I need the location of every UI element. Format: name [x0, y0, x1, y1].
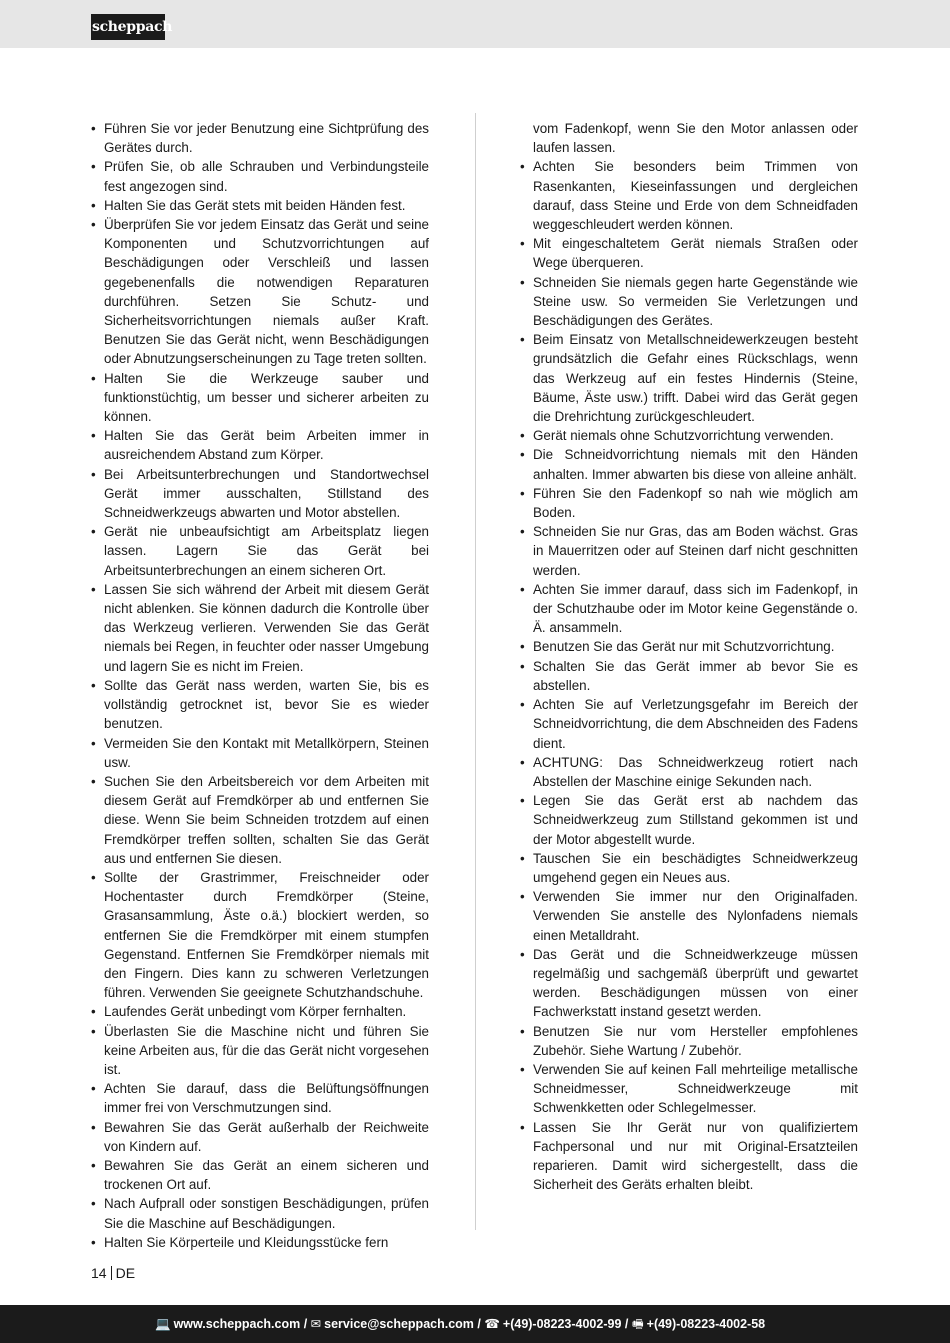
- list-item: • Bewahren Sie das Gerät außerhalb der Reichweite von Kindern auf.: [91, 1118, 429, 1156]
- footer-separator: /: [621, 1317, 632, 1331]
- list-item: • Bewahren Sie das Gerät an einem sicheren und trockenen Ort auf.: [91, 1156, 429, 1194]
- list-item: • Halten Sie das Gerät stets mit beiden Händen fest.: [91, 196, 429, 215]
- page-language: DE: [115, 1265, 136, 1281]
- brand-logo: scheppach: [91, 14, 165, 40]
- list-item: • Die Schneidvorrichtung niemals mit den Händen anhalten. Immer abwarten bis diese von alleine anhält.: [520, 445, 858, 483]
- left-column: [91, 119, 429, 1252]
- page-number-value: 14: [91, 1265, 107, 1281]
- footer-email[interactable]: service@scheppach.com: [324, 1317, 474, 1331]
- list-item: • Laufendes Gerät unbedingt vom Körper fernhalten.: [91, 1002, 429, 1021]
- header-bar: [0, 0, 950, 48]
- computer-icon: 💻: [155, 1317, 171, 1331]
- footer-website[interactable]: www.scheppach.com: [173, 1317, 301, 1331]
- fax-icon: 🖷: [631, 1317, 644, 1331]
- footer-separator: /: [300, 1317, 311, 1331]
- list-item: • Lassen Sie Ihr Gerät nur von qualifiziertem Fachpersonal und nur mit Original-Ersatzteilen reparieren. Damit wird sichergestellt, dass die Sicherheit des Geräts erhalten bleibt.: [520, 1118, 858, 1195]
- page-separator: [111, 1266, 112, 1280]
- list-item: • Suchen Sie den Arbeitsbereich vor dem Arbeiten mit diesem Gerät auf Fremdkörper ab und entfernen Sie diese. Wenn Sie beim Schneiden trotzdem auf einen Fremdkörper treffen sollten, schalten Sie das Gerät aus und entfernen Sie diesen.: [91, 772, 429, 868]
- list-item-continuation: vom Fadenkopf, wenn Sie den Motor anlassen oder laufen lassen.: [533, 121, 858, 156]
- list-item: • Überprüfen Sie vor jedem Einsatz das Gerät und seine Komponenten und Schutzvorrichtungen auf Beschädigungen oder Verschleiß und lassen gegebenenfalls die notwendigen Reparaturen durchführen. Setzen Sie Schutz- und Sicherheitsvorrichtungen niemals außer Kraft. Benutzen Sie das Gerät nicht, wenn Beschädigungen oder Abnutzungserscheinungen zu Tage treten sollten.: [91, 215, 429, 369]
- list-item: • Nach Aufprall oder sonstigen Beschädigungen, prüfen Sie die Maschine auf Beschädigungen.: [91, 1194, 429, 1232]
- list-item: • Halten Sie Körperteile und Kleidungsstücke fern: [91, 1233, 429, 1252]
- list-item: • Tauschen Sie ein beschädigtes Schneidwerkzeug umgehend gegen ein Neues aus.: [520, 849, 858, 887]
- safety-list-left: [91, 119, 429, 1252]
- list-item: • Legen Sie das Gerät erst ab nachdem das Schneidwerkzeug zum Stillstand gekommen ist und der Motor abgestellt wurde.: [520, 791, 858, 849]
- list-item: • Führen Sie vor jeder Benutzung eine Sichtprüfung des Gerätes durch.: [91, 119, 429, 157]
- list-item: • Achten Sie immer darauf, dass sich im Fadenkopf, in der Schutzhaube oder im Motor keine Gegenstände o. Ä. ansammeln.: [520, 580, 858, 638]
- footer-contact: [155, 1315, 765, 1333]
- list-item: • Vermeiden Sie den Kontakt mit Metallkörpern, Steinen usw.: [91, 734, 429, 772]
- safety-list-right: [520, 119, 858, 1194]
- list-item: • Schalten Sie das Gerät immer ab bevor Sie es abstellen.: [520, 657, 858, 695]
- list-item: • Führen Sie den Fadenkopf so nah wie möglich am Boden.: [520, 484, 858, 522]
- right-column: [520, 119, 858, 1194]
- page-number: [91, 1264, 135, 1282]
- list-item: • Benutzen Sie nur vom Hersteller empfohlenes Zubehör. Siehe Wartung / Zubehör.: [520, 1022, 858, 1060]
- list-item: • Halten Sie das Gerät beim Arbeiten immer in ausreichendem Abstand zum Körper.: [91, 426, 429, 464]
- list-item: • Beim Einsatz von Metallschneidewerkzeugen besteht grundsätzlich die Gefahr eines Rückschlags, wenn das Werkzeug auf ein festes Hindernis (Steine, Bäume, Äste usw.) trifft. Dabei wird das Gerät gegen die Drehrichtung zurückgeschleudert.: [520, 330, 858, 426]
- footer-phone: +(49)-08223-4002-99: [502, 1317, 622, 1331]
- list-item: • Halten Sie die Werkzeuge sauber und funktionstüchtig, um besser und sicherer arbeiten zu können.: [91, 369, 429, 427]
- list-item: • Prüfen Sie, ob alle Schrauben und Verbindungsteile fest angezogen sind.: [91, 157, 429, 195]
- list-item: • Benutzen Sie das Gerät nur mit Schutzvorrichtung.: [520, 637, 858, 656]
- list-item: • Achten Sie besonders beim Trimmen von Rasenkanten, Kieseinfassungen und dergleichen darauf, dass Steine und Erde von dem Schneidfaden weggeschleudert werden können.: [520, 157, 858, 234]
- list-item: • Gerät nie unbeaufsichtigt am Arbeitsplatz liegen lassen. Lagern Sie das Gerät bei Arbeitsunterbrechungen an einem sicheren Ort.: [91, 522, 429, 580]
- list-item: • Verwenden Sie immer nur den Originalfaden. Verwenden Sie anstelle des Nylonfadens niemals einen Metalldraht.: [520, 887, 858, 945]
- list-item: • ACHTUNG: Das Schneidwerkzeug rotiert nach Abstellen der Maschine einige Sekunden nach.: [520, 753, 858, 791]
- list-item: • Schneiden Sie niemals gegen harte Gegenstände wie Steine usw. So vermeiden Sie Verletzungen und Beschädigungen des Gerätes.: [520, 273, 858, 331]
- email-icon: ✉: [310, 1317, 322, 1331]
- list-item: • Das Gerät und die Schneidwerkzeuge müssen regelmäßig und sachgemäß überprüft und gewartet werden. Beschädigungen müssen von einer Fachwerkstatt instand gesetzt werden.: [520, 945, 858, 1022]
- list-item: • Achten Sie darauf, dass die Belüftungsöffnungen immer frei von Verschmutzungen sind.: [91, 1079, 429, 1117]
- footer-separator: /: [473, 1317, 485, 1331]
- column-divider: [475, 113, 476, 1230]
- list-item: • Mit eingeschaltetem Gerät niemals Straßen oder Wege überqueren.: [520, 234, 858, 272]
- list-item: • Gerät niemals ohne Schutzvorrichtung verwenden.: [520, 426, 858, 445]
- phone-icon: ☎: [484, 1317, 500, 1331]
- footer-bar: [0, 1305, 950, 1343]
- list-item: • Bei Arbeitsunterbrechungen und Standortwechsel Gerät immer ausschalten, Stillstand des Schneidwerkzeugs abwarten und Motor abstellen.: [91, 465, 429, 523]
- list-item: • Schneiden Sie nur Gras, das am Boden wächst. Gras in Mauerritzen oder auf Steinen darf nicht geschnitten werden.: [520, 522, 858, 580]
- list-item: • Sollte das Gerät nass werden, warten Sie, bis es vollständig getrocknet ist, bevor Sie es wieder benutzen.: [91, 676, 429, 734]
- list-item: • Sollte der Grastrimmer, Freischneider oder Hochentaster durch Fremdkörper (Steine, Grasansammlung, Äste o.ä.) blockiert werden, so entfernen Sie die Fremdkörper mit einem stumpfen Gegenstand. Entfernen Sie Fremdkörper niemals mit den Fingern. Dies kann zu schweren Verletzungen führen. Verwenden Sie geeignete Schutzhandschuhe.: [91, 868, 429, 1002]
- list-item: • Achten Sie auf Verletzungsgefahr im Bereich der Schneidvorrichtung, die dem Abschneiden des Fadens dient.: [520, 695, 858, 753]
- list-item: • Verwenden Sie auf keinen Fall mehrteilige metallische Schneidmesser, Schneidwerkzeuge mit Schwenkketten oder Schlegelmesser.: [520, 1060, 858, 1118]
- footer-fax: +(49)-08223-4002-58: [646, 1317, 766, 1331]
- list-item: • Überlasten Sie die Maschine nicht und führen Sie keine Arbeiten aus, für die das Gerät nicht vorgesehen ist.: [91, 1022, 429, 1080]
- list-item: • Lassen Sie sich während der Arbeit mit diesem Gerät nicht ablenken. Sie können dadurch die Kontrolle über das Werkzeug verlieren. Verwenden Sie das Gerät niemals bei Regen, in feuchter oder nasser Umgebung und lagern Sie es nicht im Freien.: [91, 580, 429, 676]
